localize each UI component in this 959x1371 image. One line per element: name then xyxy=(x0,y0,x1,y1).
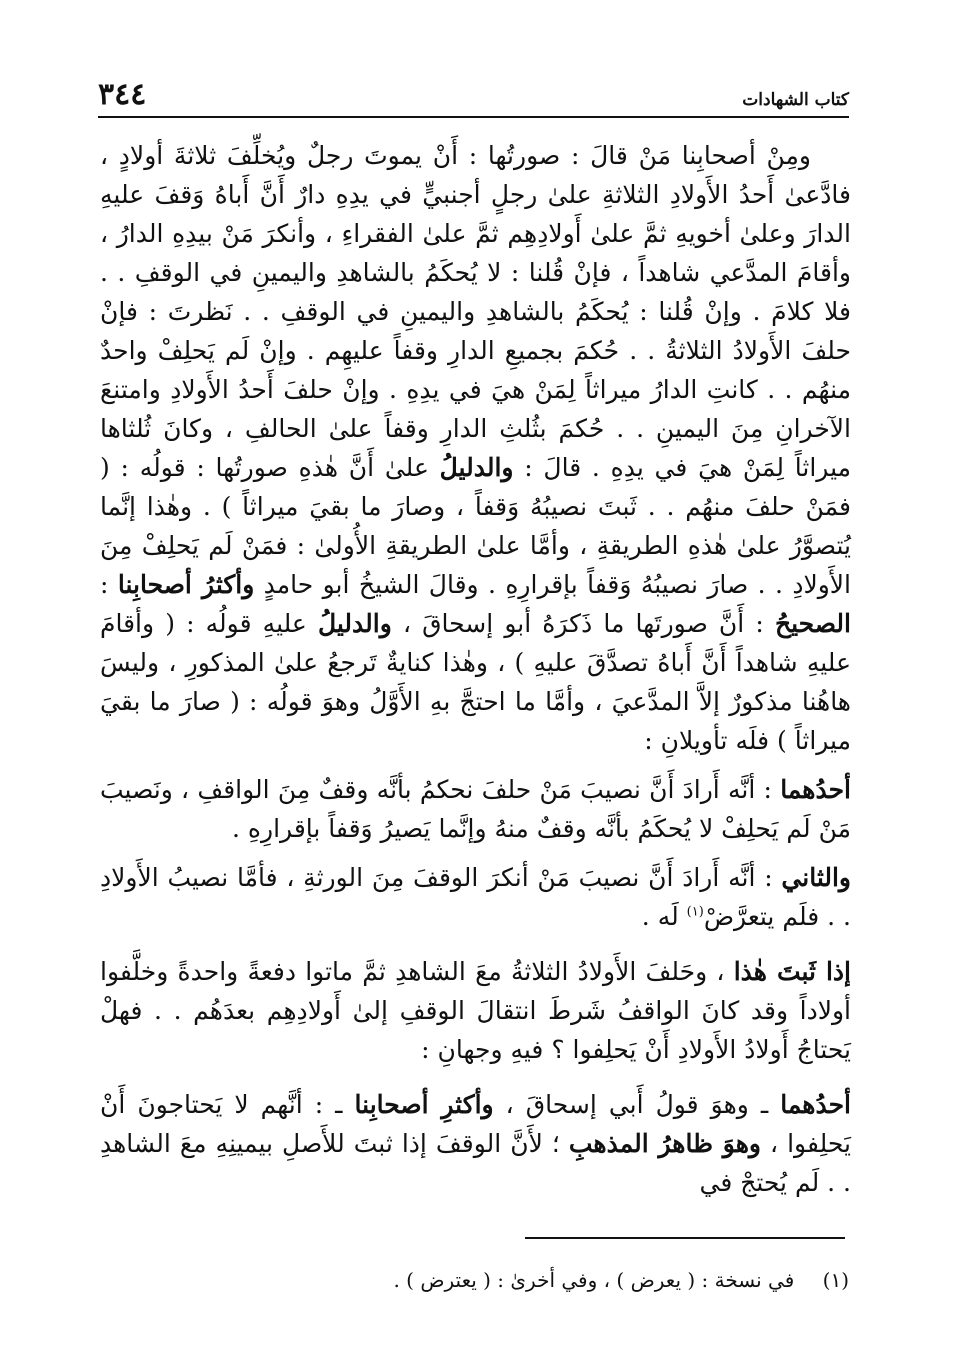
bold-term: إذا ثَبتَ هٰذا xyxy=(733,957,852,986)
text-run: ومِنْ أصحابِنا مَنْ قالَ : صورتُها : أَنْ يموتَ رجلٌ ويُخلِّفَ ثلاثةَ أولادٍ ، فادَّعىٰ أَحدُ الأَولادِ الثلاثةِ علىٰ رجلٍ أجنبيٍّ في يدِهِ دارٌ أَنَّ أَباهُ وَقفَ عليهِ الدارَ وعلىٰ أخويهِ ثمَّ علىٰ أَولادِهِم ثمَّ علىٰ الفقراءِ ، وأنكرَ مَنْ بيدِهِ الدارُ ، وأقامَ المدَّعي شاهداً ، فإنْ قُلنا : لا يُحكَمُ بالشاهدِ واليمينِ في الوقفِ . . فلا كلامَ . وإنْ قُلنا : يُحكَمُ بالشاهدِ واليمينِ في الوقفِ . . نَظرتَ : فإنْ حلفَ الأَولادُ الثلاثةُ . . حُكمَ بجميعِ الدارِ وقفاً عليهِم . وإنْ لَم يَحلِفْ واحدٌ منهُم . . كانتِ الدارُ ميراثاً لِمَنْ هيَ في يدِهِ . وإنْ حلفَ أَحدُ الأَولادِ وامتنعَ الآخرانِ مِنَ اليمينِ . . حُكمَ بثُلثِ الدارِ وقفاً علىٰ الحالفِ ، وكانَ ثُلثاها ميراثاً لِمَنْ هيَ في يدِهِ . قالَ : xyxy=(100,141,851,482)
bold-term: وأكثرُ أصحابِنا xyxy=(117,570,255,599)
page-number: ٣٤٤ xyxy=(98,77,147,112)
text-run: : xyxy=(100,570,118,599)
footnote xyxy=(393,1268,849,1292)
bold-term: والدليلُ xyxy=(317,609,392,638)
page-header xyxy=(98,72,849,118)
text-run: ، وحَلفَ الأَولادُ الثلاثةُ معَ الشاهدِ ثمَّ ماتوا دفعةً واحدةً وخلَّفوا أولاداً وقد كانَ الواقفُ شَرطَ انتقالَ الوقفِ إلىٰ أَولادِهِم بعدَهُم . . فهلْ يَحتاجُ أَولادُ الأَولادِ أَنْ يَحلِفوا ؟ فيهِ وجهانِ : xyxy=(100,957,851,1064)
paragraph xyxy=(100,136,851,760)
bold-term: وهوَ ظاهرُ المذهبِ xyxy=(568,1129,761,1158)
text-run: ـ : أنَّهم لا يَحتاجونَ أَنْ يَحلِفوا ، xyxy=(100,1090,851,1158)
paragraph xyxy=(100,858,851,936)
footnote-marker: (١) xyxy=(686,904,704,920)
bold-term: وأكثرِ أصحابِنا xyxy=(354,1090,494,1119)
text-run: : أنَّه أَرادَ أَنَّ نصيبَ مَنْ أنكرَ الوقفَ مِنَ الورثةِ ، فأمَّا نصيبُ الأَولادِ . . فلَم يتعرَّضْ xyxy=(100,863,851,931)
paragraph xyxy=(100,770,851,848)
paragraph xyxy=(100,1085,851,1202)
text-run: لَه . xyxy=(641,902,687,931)
bold-term: أحدُهما xyxy=(780,775,851,804)
bold-term: والدليلُ xyxy=(439,453,514,482)
bold-term: والثاني xyxy=(781,863,851,892)
text-run: علىٰ أَنَّ هٰذهِ صورتُها : قولُه : ( فمَنْ حلفَ منهُم . . ثَبتَ نصيبُهُ وَقفاً ، وصارَ ما بقيَ ميراثاً ) . وهٰذا إنَّما يُتصوَّرُ علىٰ هٰذهِ الطريقةِ ، وأمَّا علىٰ الطريقةِ الأُولىٰ : فمَنْ لَم يَحلِفْ مِنَ الأَولادِ . . صارَ نصيبُهُ وَقفاً بإقرارِهِ . وقالَ الشيخُ أبو حامدٍ xyxy=(100,453,851,599)
text-run: : أَنَّ صورتَها ما ذَكرَهُ أبو إسحاقَ ، xyxy=(391,609,775,638)
bold-term: أحدُهما xyxy=(780,1090,851,1119)
main-text xyxy=(100,136,851,1212)
book-title: كتاب الشهادات xyxy=(742,90,849,110)
bold-term: الصحيحُ xyxy=(774,609,851,638)
footnote-text: في نسخة : ( يعرض ) ، وفي أخرىٰ : ( يعترض ) . xyxy=(393,1268,795,1292)
text-run: عليهِ قولُه : ( وأقامَ عليهِ شاهداً أَنَّ أَباهُ تصدَّقَ عليهِ ) ، وهٰذا كنايةٌ تَرجعُ علىٰ المذكورِ ، وليسَ هاهُنا مذكورٌ إلاَّ المدَّعيَ ، وأمَّا ما احتجَّ بهِ الأَوَّلُ وهوَ قولُه : ( صارَ ما بقيَ ميراثاً ) فلَه تأويلانِ : xyxy=(100,609,851,755)
text-run: : أنَّه أَرادَ أَنَّ نصيبَ مَنْ حلفَ نحكمُ بأنَّه وقفٌ مِنَ الواقفِ ، ونَصيبَ مَنْ لَم يَحلِفْ لا يُحكَمُ بأنَّه وقفٌ منهُ وإنَّما يَصيرُ وَقفاً بإقرارِهِ . xyxy=(100,775,851,843)
text-run: ـ وهوَ قولُ أَبي إسحاقَ ، xyxy=(493,1090,781,1119)
paragraph xyxy=(100,952,851,1069)
footnote-separator xyxy=(525,1237,845,1239)
text-run: ؛ لأَنَّ الوقفَ إذا ثبتَ للأَصلِ بيمينِهِ معَ الشاهدِ . . لَم يُحتجْ في xyxy=(100,1129,851,1197)
footnote-number: (١) xyxy=(822,1268,849,1292)
